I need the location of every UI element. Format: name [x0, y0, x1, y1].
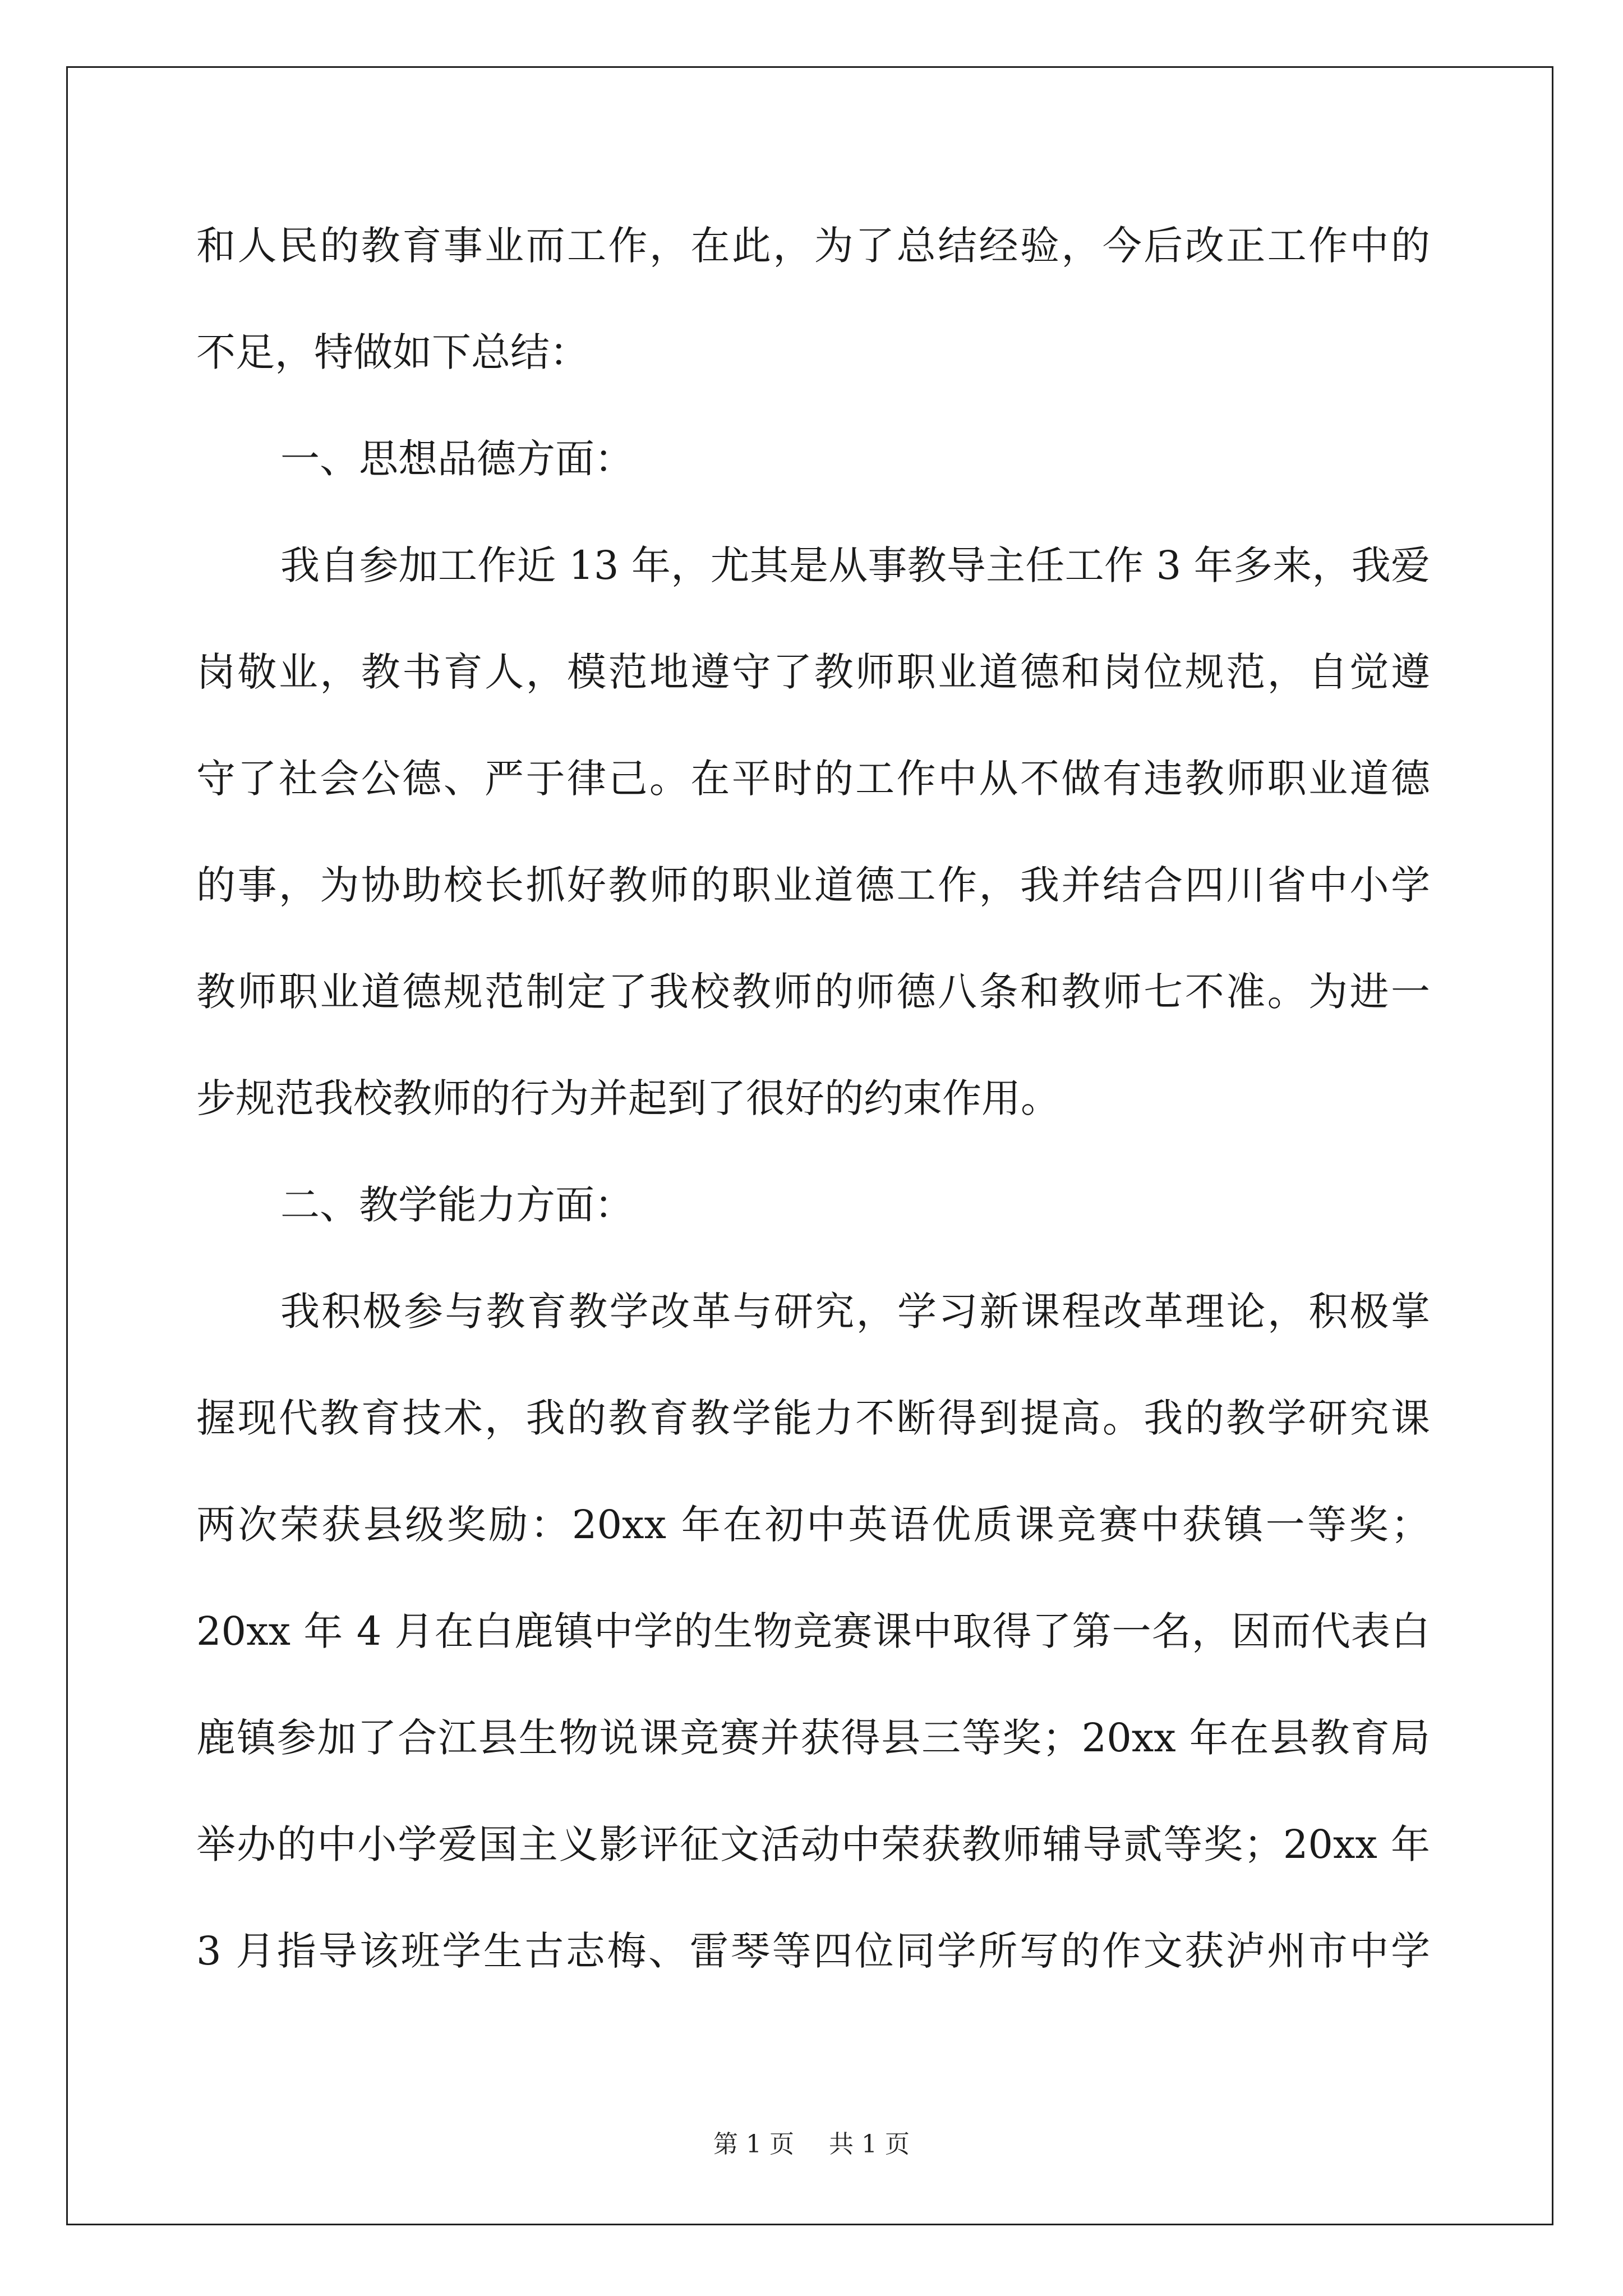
- paragraph-line: 20xx 年 4 月在白鹿镇中学的生物竞赛课中取得了第一名，因而代表白: [196, 1608, 1430, 1654]
- paragraph-line: 守了社会公德、严于律己。在平时的工作中从不做有违教师职业道德: [196, 756, 1430, 802]
- paragraph-line: 我自参加工作近 13 年，尤其是从事教导主任工作 3 年多来，我爱: [280, 542, 1430, 588]
- paragraph-line: 的事，为协助校长抓好教师的职业道德工作，我并结合四川省中小学: [196, 862, 1430, 908]
- paragraph-line: 鹿镇参加了合江县生物说课竞赛并获得县三等奖；20xx 年在县教育局: [196, 1715, 1430, 1761]
- section-heading: 二、教学能力方面：: [280, 1182, 634, 1228]
- paragraph-line: 岗敬业，教书育人，模范地遵守了教师职业道德和岗位规范，自觉遵: [196, 649, 1430, 695]
- paragraph-line: 举办的中小学爱国主义影评征文活动中荣获教师辅导贰等奖；20xx 年: [196, 1821, 1430, 1867]
- page-border: [66, 66, 1553, 2225]
- paragraph-line: 3 月指导该班学生古志梅、雷琴等四位同学所写的作文获泸州市中学: [196, 1928, 1430, 1974]
- page-number: 第 1 页: [713, 2130, 794, 2159]
- paragraph-line: 我积极参与教育教学改革与研究，学习新课程改革理论，积极掌: [280, 1289, 1430, 1335]
- page-footer: [0, 2128, 1623, 2161]
- page-total: 共 1 页: [829, 2130, 910, 2159]
- paragraph-line: 不足，特做如下总结：: [196, 329, 589, 375]
- paragraph-line: 步规范我校教师的行为并起到了很好的约束作用。: [196, 1075, 1060, 1121]
- section-heading: 一、思想品德方面：: [280, 436, 634, 482]
- paragraph-line: 教师职业道德规范制定了我校教师的师德八条和教师七不准。为进一: [196, 969, 1430, 1015]
- paragraph-line: 握现代教育技术，我的教育教学能力不断得到提高。我的教学研究课: [196, 1395, 1430, 1441]
- paragraph-line: 两次荣获县级奖励：20xx 年在初中英语优质课竞赛中获镇一等奖；: [196, 1502, 1430, 1548]
- paragraph-line: 和人民的教育事业而工作，在此，为了总结经验，今后改正工作中的: [196, 223, 1430, 269]
